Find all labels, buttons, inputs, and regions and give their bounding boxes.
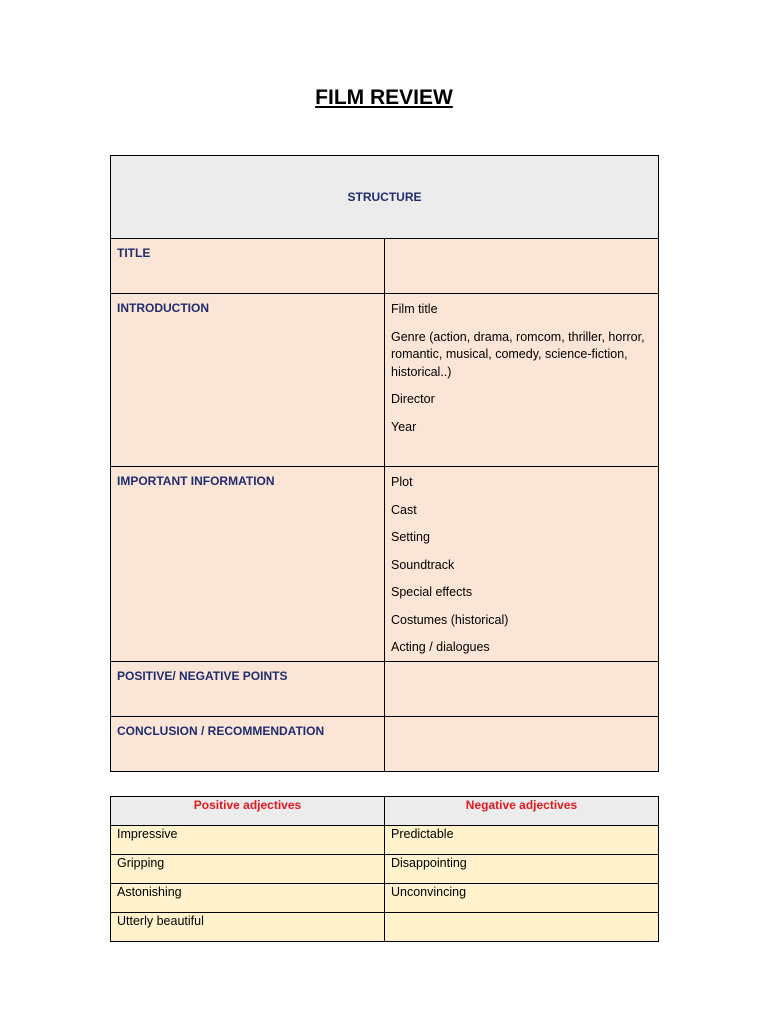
structure-table (110, 155, 659, 772)
list-item: Film title (391, 302, 438, 316)
table-row (111, 855, 659, 884)
list-item: Special effects (391, 585, 473, 599)
document-title: FILM REVIEW (315, 86, 453, 109)
positive-adjective: Gripping (111, 855, 385, 884)
table-row (111, 294, 659, 467)
list-item: Genre (action, drama, romcom, thriller, horror, romantic, musical, comedy, science-fiction, historical..) (391, 329, 645, 379)
table-row (111, 661, 659, 716)
list-item: Soundtrack (391, 557, 455, 572)
positive-adjectives-header: Positive adjectives (111, 797, 385, 826)
adjectives-header-row (111, 797, 659, 826)
row-content-introduction (385, 294, 659, 467)
table-row (111, 884, 659, 913)
list-item: Setting (391, 530, 430, 544)
list-item: Year (391, 419, 417, 434)
adjectives-table (110, 796, 659, 942)
row-content-important-information (385, 467, 659, 662)
structure-header: STRUCTURE (111, 156, 659, 239)
row-label-title: TITLE (111, 239, 385, 294)
row-label-introduction: INTRODUCTION (111, 294, 385, 467)
structure-header-row (111, 156, 659, 239)
positive-adjective: Utterly beautiful (111, 913, 385, 942)
negative-adjective: Predictable (385, 826, 659, 855)
list-item: Plot (391, 475, 413, 489)
negative-adjective (385, 913, 659, 942)
negative-adjective: Unconvincing (385, 884, 659, 913)
list-item: Costumes (historical) (391, 612, 509, 627)
table-row (111, 826, 659, 855)
table-row (111, 913, 659, 942)
table-row (111, 716, 659, 771)
list-item: Director (391, 392, 435, 406)
positive-adjective: Astonishing (111, 884, 385, 913)
row-label-important-information: IMPORTANT INFORMATION (111, 467, 385, 662)
list-item: Acting / dialogues (391, 640, 490, 654)
list-item: Cast (391, 502, 417, 517)
row-content-title (385, 239, 659, 294)
row-label-positive-negative: POSITIVE/ NEGATIVE POINTS (111, 661, 385, 716)
negative-adjectives-header: Negative adjectives (385, 797, 659, 826)
table-row (111, 239, 659, 294)
row-label-conclusion: CONCLUSION / RECOMMENDATION (111, 716, 385, 771)
table-row (111, 467, 659, 662)
negative-adjective: Disappointing (385, 855, 659, 884)
positive-adjective: Impressive (111, 826, 385, 855)
row-content-positive-negative (385, 661, 659, 716)
row-content-conclusion (385, 716, 659, 771)
